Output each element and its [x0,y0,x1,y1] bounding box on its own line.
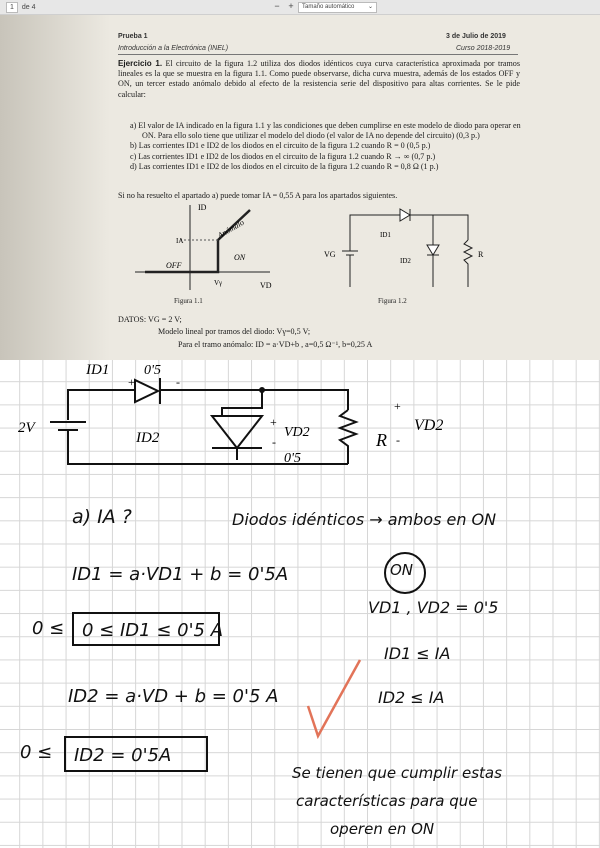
exercise-text: El circuito de la figura 1.2 utiliza dos diodos idénticos cuya curva característica aproximada por tramos lineales es la que se muestra en la figura 1.1. Como puede observarse, dicha curva muestra, además de los estados OFF y ON, un tercer estado anómalo debido al efecto de la resistencia serie del dispositivo para altas corrientes. Se le pide calcular: [118,59,521,99]
circuit-top-wire [350,215,468,240]
figure-1-1-caption: Figura 1.1 [174,297,203,305]
r-label: R [478,250,484,259]
hw-wire-left [68,390,135,420]
figure-1-1-graph [130,200,290,300]
off-label: OFF [166,261,182,270]
hw-2v: 2V [18,420,35,436]
id-label: ID [198,203,207,212]
hw-box2-prefix: 0 ≤ [20,742,53,763]
item-d: d) Las corrientes ID1 e ID2 de los diodos en el circuito de la figura 1.2 cuando R = 0,8 Ω (1 p.) [130,161,439,171]
hw-cond1: ID1 ≤ IA [384,644,451,663]
item-a: a) El valor de IA indicado en la figura 1.1 y las condiciones que deben cumplirse en este modelo de diodo para operar en ON. Para ello solo tiene que utilizar el modelo del diodo (el valor de IA no depende del circuito) (0,3 p.) [130,121,521,141]
vd-label: VD [260,281,272,290]
header-right: 3 de Julio de 2019 [446,33,506,40]
hw-eq-id2: ID2 = a·VD + b = 0'5 A [68,686,279,707]
note-ia: Si no ha resuelto el apartado a) puede tomar IA = 0,55 A para los apartados siguientes. [118,191,398,200]
hw-box1 [72,612,224,646]
resistor-symbol [464,240,472,287]
hw-eq-id1: ID1 = a·VD1 + b = 0'5A [72,564,289,585]
vg-label: VG [324,250,336,259]
hw-on-label: ON [390,561,414,579]
hw-box1-prefix: 0 ≤ [32,618,65,639]
hw-conclusion-1: Se tienen que cumplir estas [292,764,502,782]
diode-curve [145,210,250,272]
anomalo-label: Anómalo [216,217,246,241]
pdf-toolbar [0,0,600,15]
item-b: b) Las corrientes ID1 e ID2 de los diodos en el circuito de la figura 1.2 cuando R = 0 (0,5 p.) [130,141,431,151]
hw-cond2: ID2 ≤ IA [378,688,445,707]
zoom-out-button[interactable]: − [274,1,280,11]
datos-line-3: Para el tramo anómalo: ID = a·VD+b , a=0,5 Ω⁻¹, b=0,25 A [178,340,373,349]
exam-page [0,15,600,360]
hw-vd2: VD2 [284,425,310,440]
hw-v05: 0'5 [144,363,161,378]
hw-plus-d2: + [270,415,277,429]
subheader-left: Introducción a la Electrónica (INEL) [118,45,229,52]
item-c: c) Las corrientes ID1 e ID2 de los diodos en el circuito de la figura 1.2 cuando R → ∞ (0,7 p.) [130,151,436,161]
header-rule [118,54,518,55]
zoom-value: Tamaño automático [302,4,355,10]
figure-1-2-circuit [318,205,498,300]
zoom-in-button[interactable]: + [288,1,294,11]
hw-v05b: 0'5 [284,451,301,466]
diode-d2-symbol [427,245,439,255]
zoom-select[interactable] [298,2,377,13]
page-number-field[interactable]: 1 [6,2,18,13]
hw-id1: ID1 [86,362,110,378]
header-left: Prueba 1 [118,33,148,40]
hw-box2-text: ID2 = 0'5A [74,745,172,766]
hw-minus-r: - [396,433,400,447]
hw-d2-wire [222,390,262,416]
hw-node [259,387,265,393]
datos-line-2: Modelo lineal por tramos del diodo: Vγ=0,5 V; [158,327,311,336]
hw-resistor [340,410,356,464]
hw-vd2-r: VD2 [414,417,444,434]
exercise-statement [118,59,520,100]
handwritten-circuit [0,360,600,480]
hw-diodos-identicos: Diodos idénticos → ambos en ON [232,510,497,529]
hw-conclusion-2: características para que [296,792,478,810]
exercise-title: Ejercicio 1. [118,59,163,68]
vgamma-label: Vγ [214,279,223,287]
hw-plus-r: + [394,399,401,413]
id1-label: ID1 [380,231,391,239]
exercise-items [130,121,522,172]
hw-plus: + [128,375,135,389]
page-shadow [0,15,110,360]
hw-diode-d1 [135,380,158,402]
hw-id2: ID2 [136,430,160,446]
diode-d1-symbol [400,209,410,221]
id2-label: ID2 [400,257,411,265]
chevron-down-icon: ⌄ [367,4,373,10]
subheader-right: Curso 2018-2019 [456,45,511,52]
ia-label: IA [176,237,184,245]
hw-minus: - [176,375,180,389]
datos-line-1: DATOS: VG = 2 V; [118,315,182,324]
page-count: de 4 [21,3,36,11]
hw-minus-d2: - [272,435,276,449]
handwritten-notes [0,360,600,848]
hw-a-question: a) IA ? [72,506,132,528]
hw-conclusion-3: operen en ON [330,820,435,838]
on-label: ON [234,253,246,262]
hw-diode-d2 [212,416,262,448]
hw-vd-eq: VD1 , VD2 = 0'5 [368,598,499,617]
hw-box2 [64,736,208,772]
checkmark-icon [300,656,370,742]
hw-r: R [376,430,387,450]
hw-box1-text: 0 ≤ ID1 ≤ 0'5 A [82,620,224,641]
check-stroke [308,660,360,736]
figure-1-2-caption: Figura 1.2 [378,297,407,305]
